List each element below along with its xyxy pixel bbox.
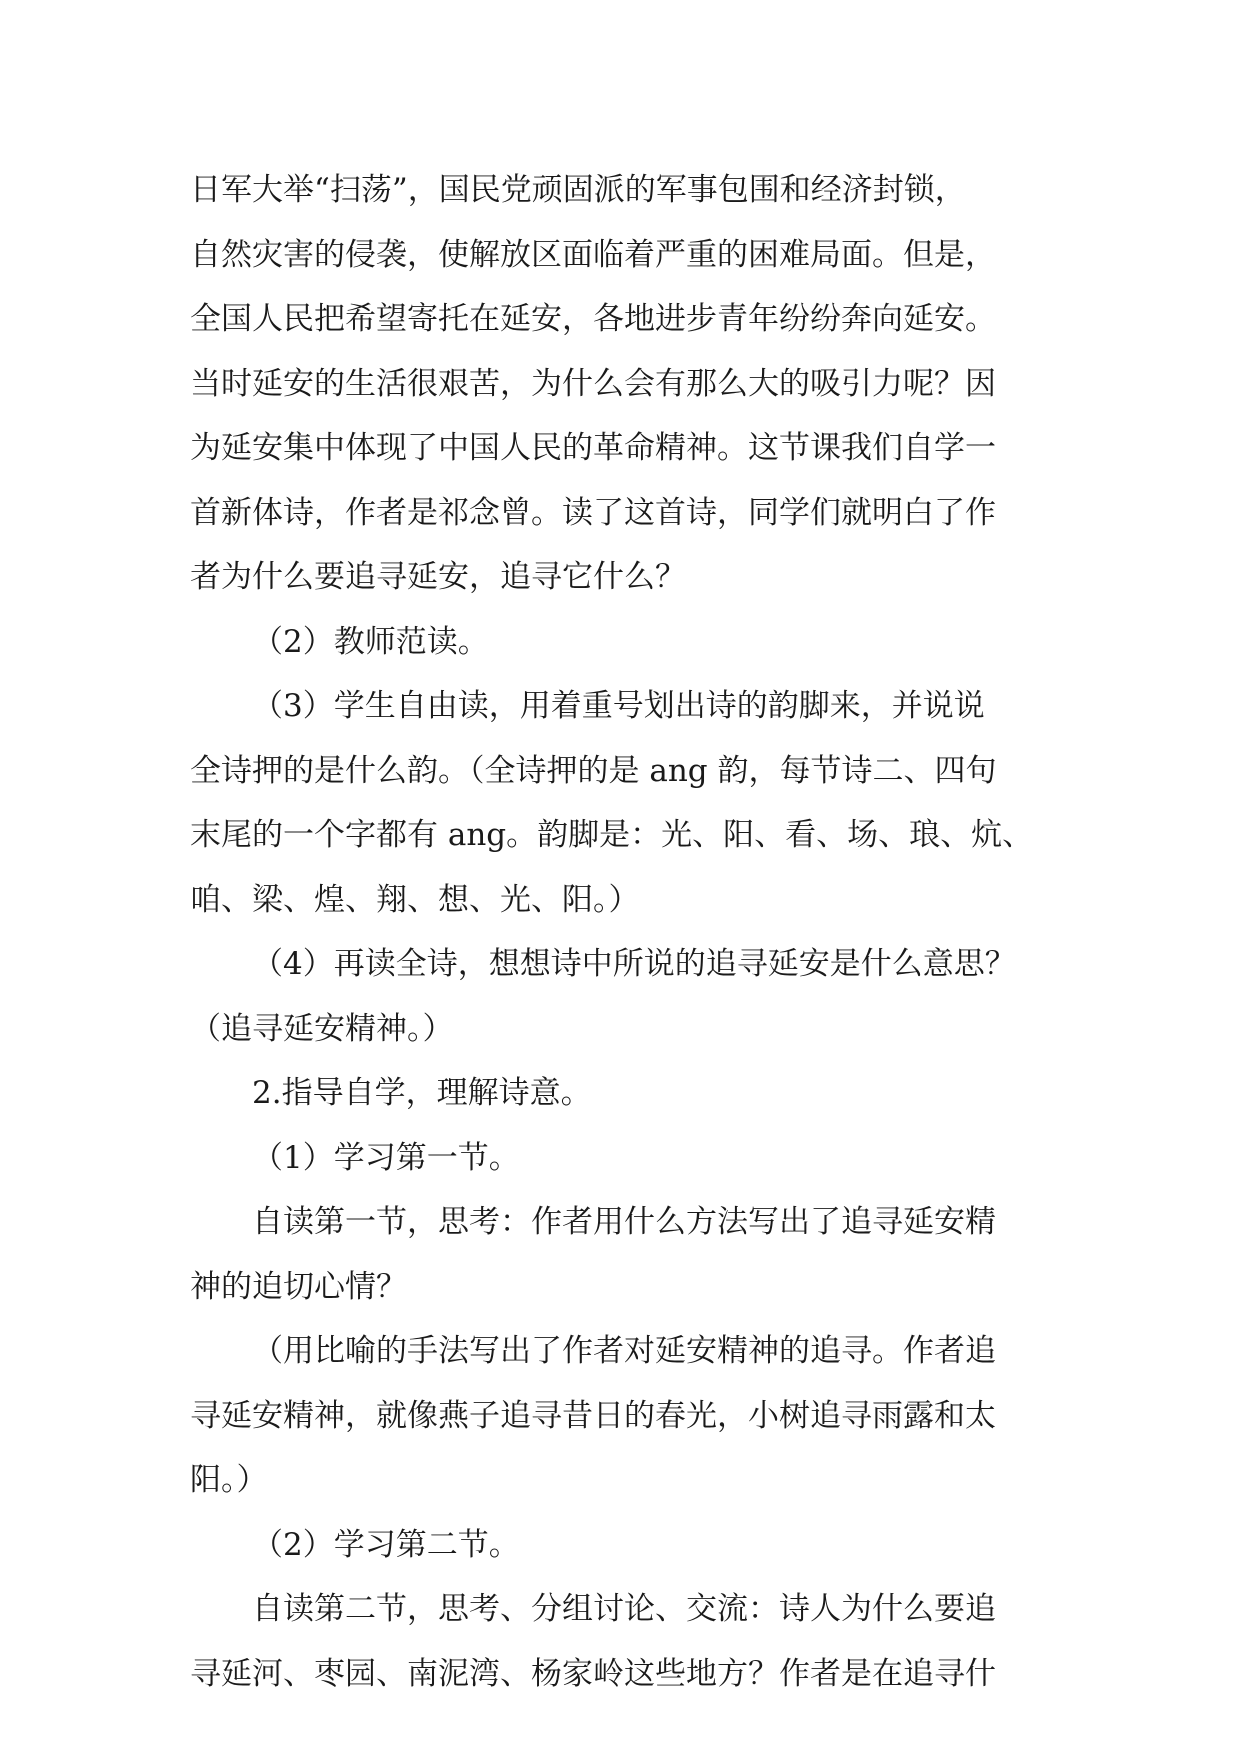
text-line: 寻延安精神，就像燕子追寻昔日的春光，小树追寻雨露和太: [190, 1397, 996, 1434]
document-body: [190, 158, 1070, 1706]
text-line: 咱、梁、煌、翔、想、光、阳。）: [190, 881, 640, 918]
text-line: （2）学习第二节。: [252, 1526, 520, 1563]
text-line: 全诗押的是什么韵。（全诗押的是 ang 韵，每节诗二、四句: [190, 752, 997, 789]
text-line: 神的迫切心情？: [190, 1268, 407, 1305]
text-line: 寻延河、枣园、南泥湾、杨家岭这些地方？作者是在追寻什: [190, 1655, 996, 1692]
text-line: （3）学生自由读，用着重号划出诗的韵脚来，并说说: [252, 688, 985, 724]
text-line: 者为什么要追寻延安，追寻它什么？: [190, 559, 686, 595]
text-line: （用比喻的手法写出了作者对延安精神的追寻。作者追: [252, 1333, 996, 1369]
text-line: 自读第一节，思考：作者用什么方法写出了追寻延安精: [252, 1204, 996, 1240]
text-line: 为延安集中体现了中国人民的革命精神。这节课我们自学一: [190, 430, 996, 466]
text-line: 末尾的一个字都有 ang。韵脚是：光、阳、看、场、琅、炕、: [190, 817, 1034, 853]
text-line: 全国人民把希望寄托在延安，各地进步青年纷纷奔向延安。: [190, 301, 996, 337]
text-line: 自然灾害的侵袭，使解放区面临着严重的困难局面。但是，: [190, 236, 996, 273]
text-line: 自读第二节，思考、分组讨论、交流：诗人为什么要追: [252, 1591, 996, 1627]
text-line: 日军大举“扫荡”，国民党顽固派的军事包围和经济封锁，: [190, 172, 966, 208]
text-line: （追寻延安精神。）: [190, 1010, 454, 1047]
text-line: （4）再读全诗，想想诗中所说的追寻延安是什么意思？: [252, 946, 1016, 982]
text-line: （2）教师范读。: [252, 623, 489, 660]
text-line: 2.指导自学，理解诗意。: [252, 1075, 592, 1111]
text-line: 阳。）: [190, 1462, 268, 1498]
text-line: （1）学习第一节。: [252, 1139, 520, 1176]
text-line: 首新体诗，作者是祁念曾。读了这首诗，同学们就明白了作: [190, 494, 996, 531]
text-line: 当时延安的生活很艰苦，为什么会有那么大的吸引力呢？因: [190, 365, 996, 402]
